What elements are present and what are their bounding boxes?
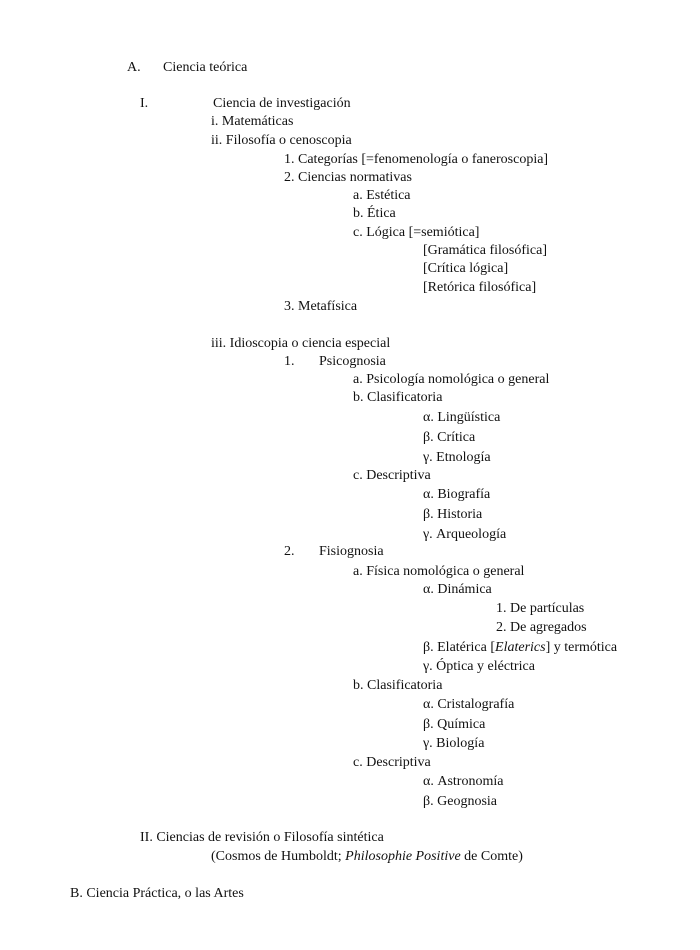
outline-item: β. Geognosia (423, 794, 497, 809)
outline-item: γ. Arqueología (423, 527, 507, 542)
outline-item: 2. Ciencias normativas (284, 170, 412, 185)
outline-item: a. Estética (353, 188, 411, 203)
italic-term: Elaterics (495, 640, 546, 655)
outline-item: i. Matemáticas (211, 114, 294, 129)
section-a-heading: Ciencia teórica (163, 60, 248, 75)
outline-item: c. Descriptiva (353, 755, 431, 770)
outline-item: γ. Óptica y eléctrica (423, 659, 535, 674)
section-i-heading: Ciencia de investigación (213, 96, 351, 111)
outline-item: a. Física nomológica o general (353, 564, 525, 579)
outline-marker: 1. (284, 354, 295, 369)
outline-item: 1. De partículas (496, 601, 585, 616)
outline-item: [Gramática filosófica] (423, 243, 547, 258)
outline-item: 1. Categorías [=fenomenología o faneroscopia] (284, 152, 549, 167)
section-i-marker: I. (140, 96, 149, 111)
section-ii-note (211, 848, 523, 866)
outline-item: b. Clasificatoria (353, 390, 443, 405)
outline-item: a. Psicología nomológica o general (353, 372, 550, 387)
outline-item: ii. Filosofía o cenoscopia (211, 133, 352, 148)
text: ] y termótica (545, 640, 618, 655)
outline-item: β. Crítica (423, 430, 476, 445)
outline-item: α. Lingüística (423, 410, 501, 425)
outline-item: Psicognosia (319, 354, 386, 369)
outline-marker: 2. (284, 544, 295, 559)
outline-item: 3. Metafísica (284, 299, 358, 314)
outline-item: c. Lógica [=semiótica] (353, 225, 480, 240)
text: (Cosmos de Humboldt; (211, 849, 346, 864)
section-ii-heading: II. Ciencias de revisión o Filosofía sintética (140, 830, 384, 845)
outline-item: α. Cristalografía (423, 697, 515, 712)
outline-item: β. Historia (423, 507, 483, 522)
outline-item: α. Biografía (423, 487, 491, 502)
section-b-heading: B. Ciencia Práctica, o las Artes (70, 886, 244, 901)
italic-title: Philosophie Positive (345, 849, 461, 864)
section-a-marker: A. (127, 60, 141, 75)
outline-item: γ. Etnología (423, 450, 491, 465)
text: β. Elatérica [ (423, 640, 496, 655)
outline-item: [Retórica filosófica] (423, 280, 537, 295)
outline-item: b. Clasificatoria (353, 678, 443, 693)
text: de Comte) (460, 849, 523, 864)
outline-item: α. Astronomía (423, 774, 504, 789)
outline-item (423, 639, 617, 657)
outline-item: β. Química (423, 717, 486, 732)
outline-item: α. Dinámica (423, 582, 492, 597)
outline-item: iii. Idioscopia o ciencia especial (211, 336, 391, 351)
outline-item: γ. Biología (423, 736, 485, 751)
outline-item: 2. De agregados (496, 620, 587, 635)
outline-item: Fisiognosia (319, 544, 384, 559)
outline-item: c. Descriptiva (353, 468, 431, 483)
outline-item: b. Ética (353, 206, 396, 221)
outline-item: [Crítica lógica] (423, 261, 509, 276)
